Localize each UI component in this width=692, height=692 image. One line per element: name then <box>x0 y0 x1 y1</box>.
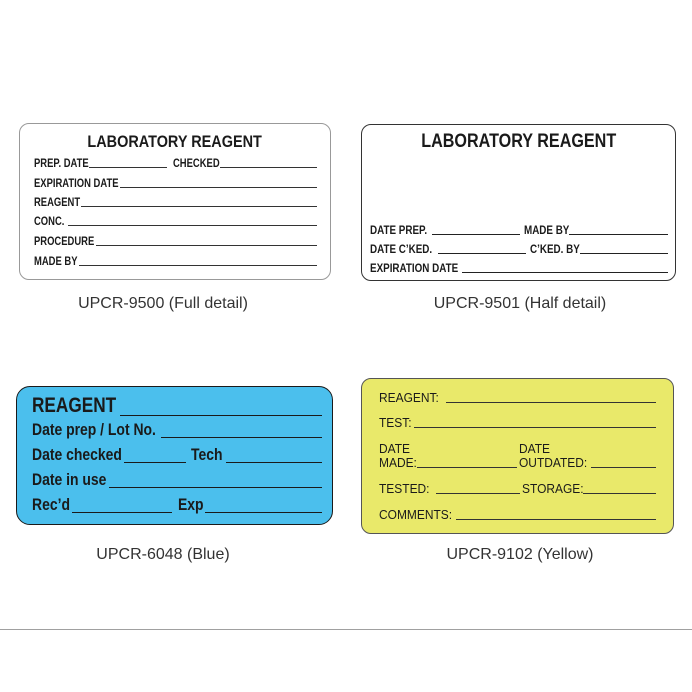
field-conc: CONC. <box>34 216 65 228</box>
field-expiration-date: EXPIRATION DATE <box>34 178 119 190</box>
caption-upcr-9500: UPCR-9500 (Full detail) <box>78 295 248 312</box>
field-row-expiration <box>370 259 668 275</box>
field-row-tested-storage <box>379 480 656 496</box>
blank-line <box>591 467 656 468</box>
field-row-date-prep <box>370 221 668 237</box>
label-title: LABORATORY REAGENT <box>420 131 616 152</box>
label-upcr-9501 <box>361 124 676 281</box>
field-row-expiration <box>34 174 317 190</box>
label-upcr-6048 <box>16 386 333 525</box>
field-date-prep-lot: Date prep / Lot No. <box>32 420 156 439</box>
divider <box>0 629 692 630</box>
field-date-checked: Date checked <box>32 445 122 464</box>
blank-line <box>583 493 656 494</box>
field-date-cked: DATE C’KED. <box>370 242 433 256</box>
blank-line <box>120 415 322 416</box>
blank-line <box>456 519 656 520</box>
field-cked-by: C’KED. BY <box>529 242 580 256</box>
field-row-date-checked <box>32 443 322 465</box>
blank-line <box>569 234 668 235</box>
field-recd: Rec’d <box>32 495 70 514</box>
blank-line <box>89 167 167 168</box>
blank-line <box>446 402 656 403</box>
field-row-date-prep-lot <box>32 418 322 440</box>
field-row-comments <box>379 506 656 522</box>
field-made-by: MADE BY <box>523 223 569 237</box>
blank-line <box>72 512 172 513</box>
blank-line <box>417 467 517 468</box>
blank-line <box>124 462 186 463</box>
field-expiration-date: EXPIRATION DATE <box>370 261 459 275</box>
caption-upcr-9501: UPCR-9501 (Half detail) <box>433 295 607 312</box>
label-upcr-9500 <box>19 123 331 280</box>
field-date-made: DATE MADE: <box>379 441 417 470</box>
blank-line <box>220 167 317 168</box>
field-row-procedure <box>34 232 317 248</box>
caption-upcr-6048: UPCR-6048 (Blue) <box>96 546 230 563</box>
field-procedure: PROCEDURE <box>34 236 95 248</box>
field-checked: CHECKED <box>172 158 220 170</box>
caption-upcr-9102: UPCR-9102 (Yellow) <box>446 546 594 563</box>
field-prep-date: PREP. DATE <box>34 158 89 170</box>
field-date-in-use: Date in use <box>32 470 107 489</box>
blank-line <box>462 272 668 273</box>
field-test: TEST: <box>379 415 412 430</box>
field-reagent: REAGENT <box>32 394 117 417</box>
field-tech: Tech <box>190 445 223 464</box>
field-reagent: REAGENT: <box>379 390 439 405</box>
field-row-reagent <box>379 389 656 405</box>
field-comments: COMMENTS: <box>379 507 453 522</box>
blank-line <box>120 187 317 188</box>
field-row-date-in-use <box>32 468 322 490</box>
field-date-outdated: DATE OUTDATED: <box>519 441 588 470</box>
blank-line <box>205 512 322 513</box>
blank-line <box>432 234 520 235</box>
label-upcr-9102 <box>361 378 674 534</box>
blank-line <box>414 427 656 428</box>
field-row-dates <box>379 440 656 470</box>
field-date-prep: DATE PREP. <box>370 223 428 237</box>
field-row-prep-date <box>34 154 317 170</box>
blank-line <box>436 493 520 494</box>
blank-line <box>96 245 317 246</box>
blank-line <box>81 206 317 207</box>
field-made-by: MADE BY <box>34 256 78 268</box>
blank-line <box>109 487 322 488</box>
blank-line <box>438 253 526 254</box>
field-tested: TESTED: <box>379 481 430 496</box>
field-row-reagent <box>34 193 317 209</box>
blank-line <box>161 437 322 438</box>
field-reagent: REAGENT <box>34 197 81 209</box>
field-row-reagent <box>32 393 322 418</box>
field-row-test <box>379 414 656 430</box>
field-row-conc <box>34 212 317 228</box>
blank-line <box>68 225 317 226</box>
field-row-recd-exp <box>32 493 322 515</box>
blank-line <box>580 253 668 254</box>
label-title: LABORATORY REAGENT <box>87 132 263 151</box>
field-storage: STORAGE: <box>521 481 584 496</box>
blank-line <box>226 462 322 463</box>
field-row-date-cked <box>370 240 668 256</box>
blank-line <box>79 265 317 266</box>
field-exp: Exp <box>178 495 204 514</box>
field-row-made-by <box>34 252 317 268</box>
